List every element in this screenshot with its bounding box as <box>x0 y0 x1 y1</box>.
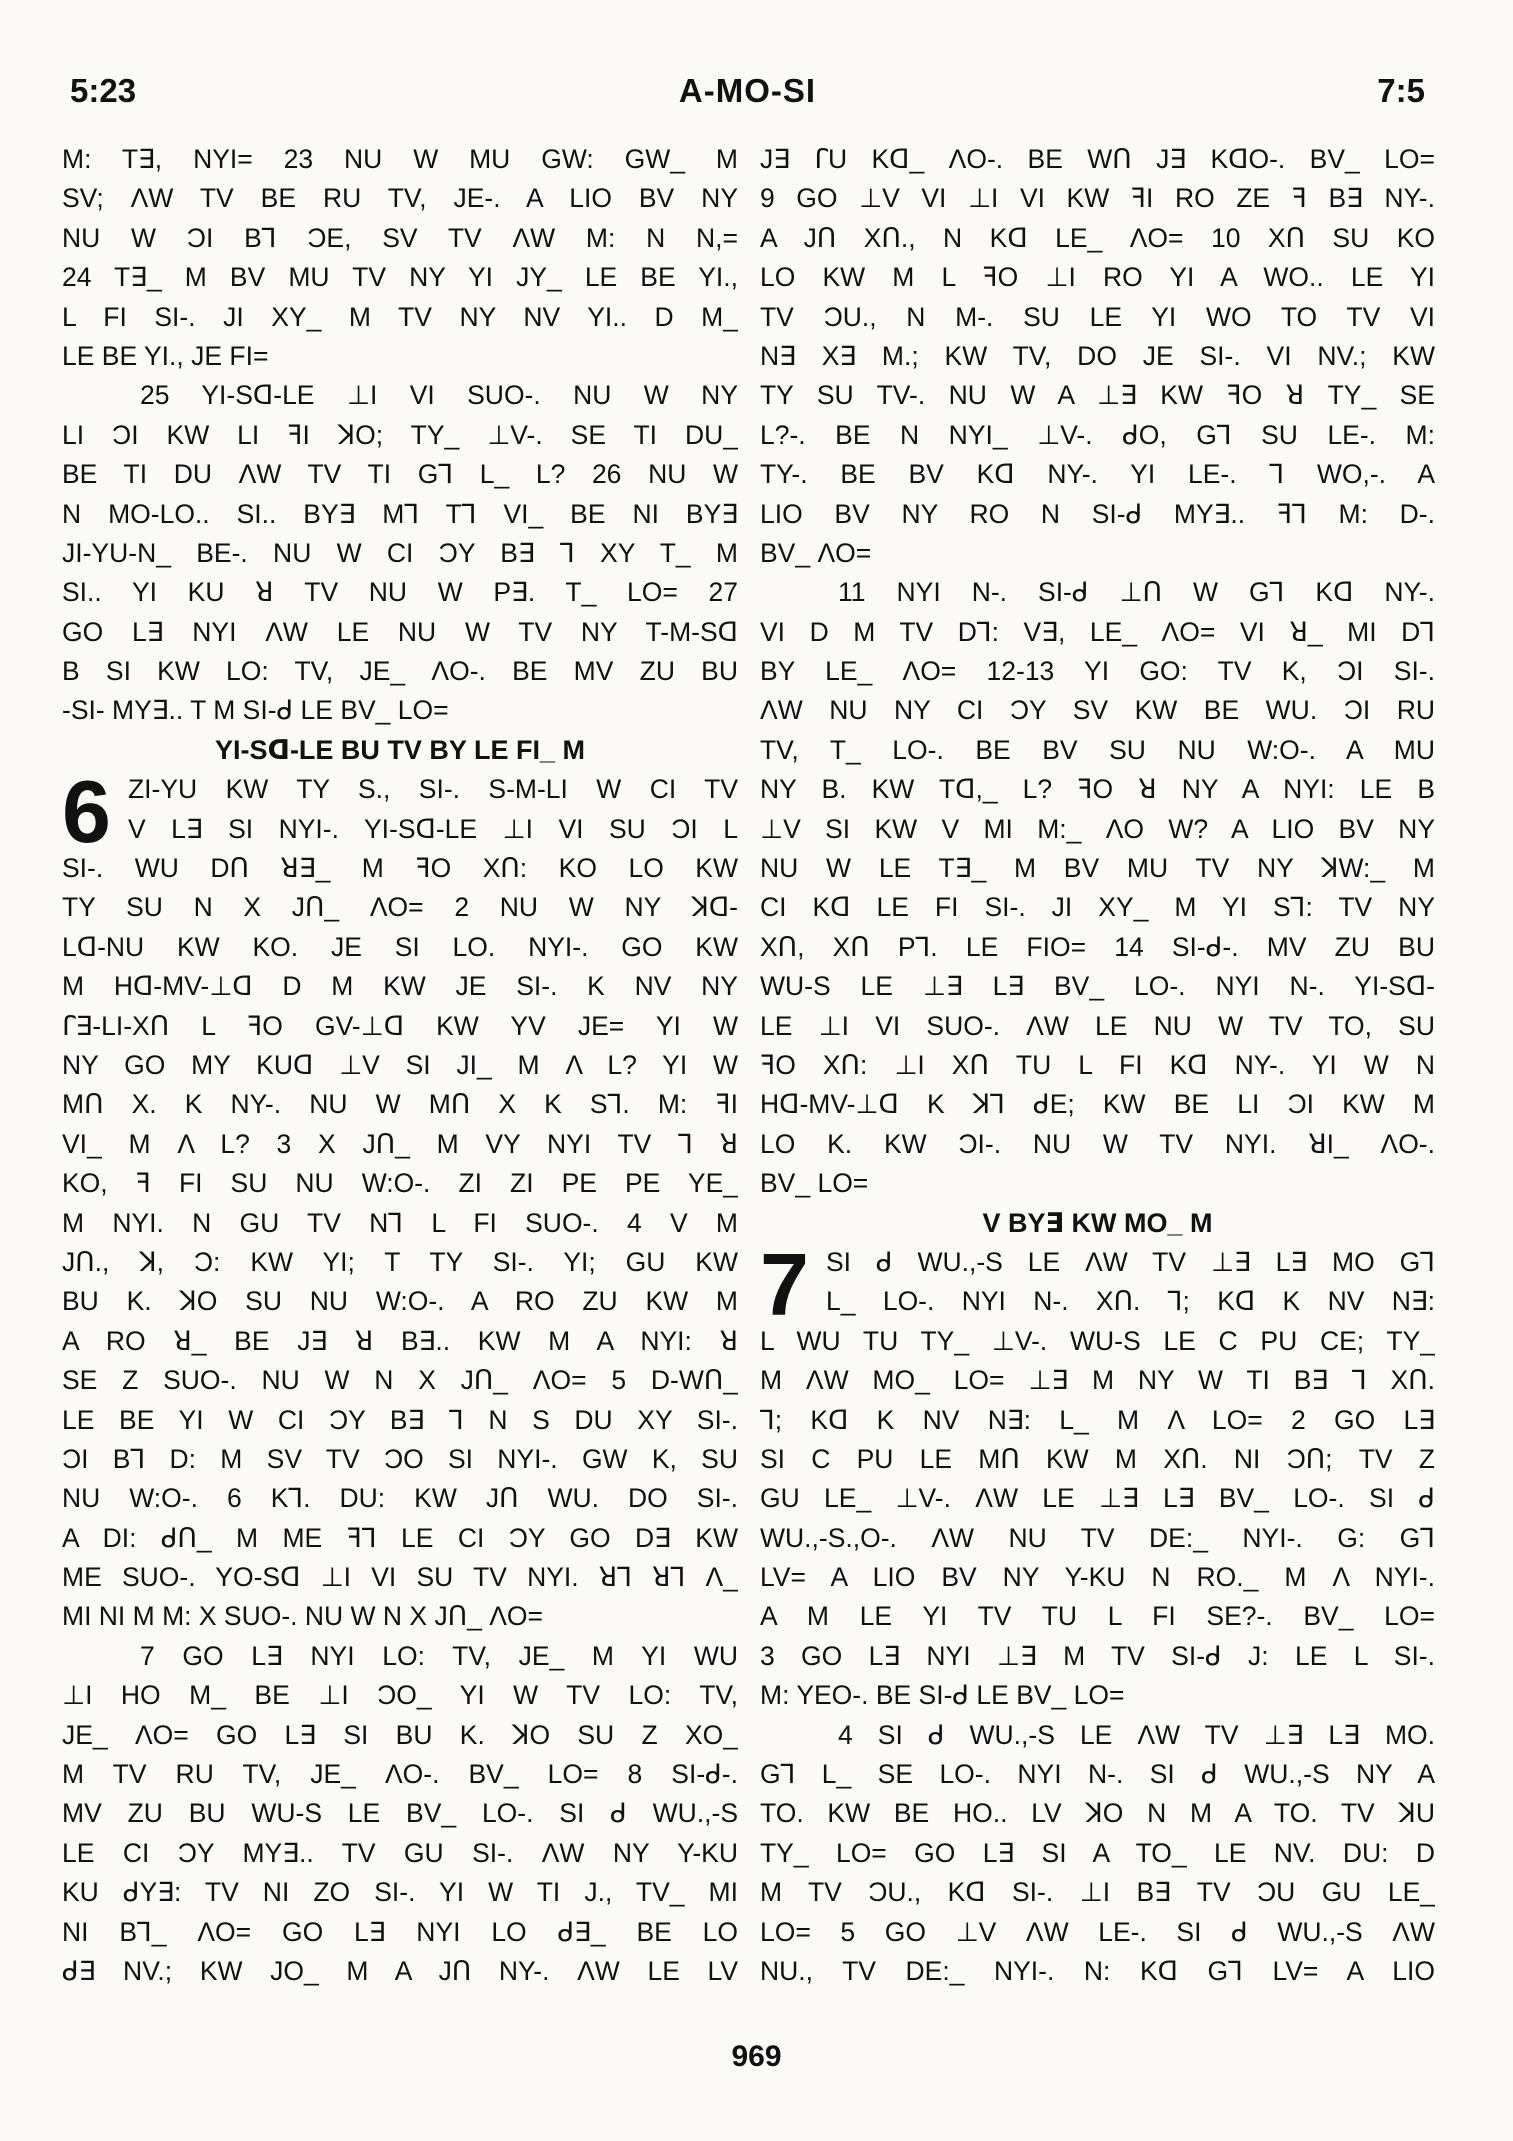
text-line: NU W:O-. 6 K⅂. DU: KW Jꓵ WU. DO SI-. <box>62 1483 738 1514</box>
text-line: ⊥I HO M_ BE ⊥I ƆO_ YI W TV LO: TV, <box>62 1680 738 1711</box>
text-line: A RO ꓤ_ BE J∃ ꓤ B∃.. KW M A NYI: ꓤ <box>62 1325 738 1356</box>
text-line: TY_ LO= GO L∃ SI A TO_ LE NV. DU: D <box>760 1837 1435 1868</box>
text-line: 3 GO L∃ NYI ⊥∃ M TV SI-ᑯ J: LE L SI-. <box>760 1640 1435 1671</box>
text-line: LV= A LIO BV NY Y-KU N RO._ M Λ NYI-. <box>760 1562 1435 1593</box>
text-line: NU W LE T∃_ M BV MU TV NY ꓘW:_ M <box>760 853 1435 884</box>
text-line: LIO BV NY RO N SI-ᑯ MY∃.. ꟻ⅂ M: D-. <box>760 498 1435 529</box>
text-line: TY-. BE BV Kꓷ NY-. YI LE-. ⅂ WO,-. A <box>760 459 1435 490</box>
text-line: MV ZU BU WU-S LE BV_ LO-. SI ᑯ WU.,-S <box>62 1798 738 1829</box>
text-line: V L∃ SI NYI-. YI-Sꓷ-LE ⊥I VI SU ƆI L <box>128 813 738 844</box>
text-line: CI Kꓷ LE FI SI-. JI XY_ M YI S⅂: TV NY <box>760 892 1435 923</box>
text-line: TY SU TV-. NU W A ⊥∃ KW ꟻO ꓤ TY_ SE <box>760 380 1435 411</box>
text-line: Hꓷ-MV-⊥ꓷ K ꓘ⅂ ᑯE; KW BE LI ƆI KW M <box>760 1089 1435 1120</box>
text-line: TY SU N X Jꓵ_ ΛO= 2 NU W NY ꓘꓷ- <box>62 892 738 923</box>
text-line: GO L∃ NYI ΛW LE NU W TV NY T-M-Sꓷ <box>62 616 738 647</box>
text-line: ME SUO-. YO-Sꓷ ⊥I VI SU TV NYI. ꓤ⅂ ꓤ⅂ Λ_ <box>62 1562 738 1593</box>
text-line: NY GO MY KUꓷ ⊥V SI JI_ M Λ L? YI W <box>62 1049 738 1080</box>
text-line: BV_ ΛO= <box>760 537 872 568</box>
text-line: L?-. BE N NYI_ ⊥V-. ᑯO, G⅂ SU LE-. M: <box>760 419 1435 450</box>
text-line: 11 NYI N-. SI-ᑯ ⊥ꓵ W G⅂ Kꓷ NY-. <box>838 577 1435 608</box>
text-line: SV; ΛW TV BE RU TV, JE-. A LIO BV NY <box>62 183 738 214</box>
paragraph <box>760 1716 1435 1992</box>
text-line: ᑯ∃ NV.; KW JO_ M A Jꓵ NY-. ΛW LE LV <box>62 1955 738 1986</box>
chapter-number: 6 <box>62 762 111 862</box>
text-line: M: T∃, NYI= 23 NU W MU GW: GW_ M <box>62 144 738 174</box>
chapter-number: 7 <box>760 1234 809 1334</box>
section-title: YI-Sꓷ-LE BU TV BY LE FI_ M <box>215 734 585 765</box>
text-line: GU LE_ ⊥V-. ΛW LE ⊥∃ L∃ BV_ LO-. SI ᑯ <box>760 1483 1435 1514</box>
page-header <box>70 72 1425 122</box>
text-line: SI.. YI KU ꓤ TV NU W P∃. T_ LO= 27 <box>62 577 738 608</box>
text-line: LO KW M L ꟻO ⊥I RO YI A WO.. LE YI <box>760 262 1435 293</box>
text-line: NY B. KW Tꓷ,_ L? ꟻO ꓤ NY A NYI: LE B <box>760 774 1435 805</box>
text-line: JI-YU-N_ BE-. NU W CI ƆY B∃ ⅂ XY T_ M <box>62 537 738 568</box>
text-line: LE CI ƆY MY∃.. TV GU SI-. ΛW NY Y-KU <box>62 1837 738 1868</box>
text-line: ⊥V SI KW V MI M:_ ΛO W? A LIO BV NY <box>760 813 1435 844</box>
text-line: L WU TU TY_ ⊥V-. WU-S LE C PU CE; TY_ <box>760 1325 1435 1356</box>
text-line: BV_ LO= <box>760 1168 869 1199</box>
text-line: Mꓵ X. K NY-. NU W Mꓵ X K S⅂. M: ꟻI <box>62 1089 738 1120</box>
text-line: ZI-YU KW TY S., SI-. S-M-LI W CI TV <box>128 774 738 805</box>
text-line: L_ LO-. NYI N-. Xꓵ. ⅂; Kꓷ K NV N∃: <box>826 1286 1435 1317</box>
text-line: LE BE YI W CI ƆY B∃ ⅂ N S DU XY SI-. <box>62 1404 738 1435</box>
text-line: WU-S LE ⊥∃ L∃ BV_ LO-. NYI N-. YI-Sꓷ- <box>760 971 1435 1002</box>
text-line: MI NI M M: X SUO-. NU W N X Jꓵ_ ΛO= <box>62 1601 543 1632</box>
text-line: ΛW NU NY CI ƆY SV KW BE WU. ƆI RU <box>760 695 1435 726</box>
text-line: BU K. ꓘO SU NU W:O-. A RO ZU KW M <box>62 1286 738 1317</box>
text-line: VI D M TV D⅂: V∃, LE_ ΛO= VI ꓤ_ MI D⅂ <box>760 616 1435 647</box>
text-line: LE BE YI., JE FI= <box>62 340 269 371</box>
text-line: Jꓵ., ꓘ, Ɔ: KW YI; T TY SI-. YI; GU KW <box>62 1246 738 1277</box>
text-line: WU.,-S.,O-. ΛW NU TV DE:_ NYI-. G: G⅂ <box>760 1522 1435 1553</box>
text-line: A Jꓵ Xꓵ., N Kꓷ LE_ ΛO= 10 Xꓵ SU KO <box>760 222 1435 253</box>
paragraph <box>62 140 738 376</box>
chapter-start <box>62 762 738 862</box>
text-line: NI B⅂_ ΛO= GO L∃ NYI LO ᑯ∃_ BE LO <box>62 1916 738 1947</box>
paragraph <box>760 140 1435 573</box>
text-line: TV, T_ LO-. BE BV SU NU W:O-. A MU <box>760 734 1435 765</box>
chapter-verse-end: 7:5 <box>1377 72 1425 109</box>
text-line: SE Z SUO-. NU W N X Jꓵ_ ΛO= 5 D-Wꓵ_ <box>62 1365 738 1396</box>
paragraph <box>760 573 1435 1203</box>
text-line: KU ᑯY∃: TV NI ZO SI-. YI W TI J., TV_ MI <box>62 1877 738 1908</box>
paragraph <box>62 376 738 731</box>
text-line: A M LE YI TV TU L FI SE?-. BV_ LO= <box>760 1601 1435 1632</box>
left-column <box>62 140 738 1991</box>
text-line: LE ⊥I VI SUO-. ΛW LE NU W TV TO, SU <box>760 1010 1435 1041</box>
text-line: B SI KW LO: TV, JE_ ΛO-. BE MV ZU BU <box>62 656 738 687</box>
text-line: 25 YI-Sꓷ-LE ⊥I VI SUO-. NU W NY <box>140 380 738 411</box>
text-line: M ΛW MO_ LO= ⊥∃ M NY W TI B∃ ⅂ Xꓵ. <box>760 1365 1435 1396</box>
chapter-lines <box>62 762 738 862</box>
text-line: KO, ꟻ FI SU NU W:O-. ZI ZI PE PE YE_ <box>62 1168 738 1199</box>
text-line: A DI: ᑯꓵ_ M ME ꟻ⅂ LE CI ƆY GO D∃ KW <box>62 1522 738 1553</box>
text-line: SI ᑯ WU.,-S LE ΛW TV ⊥∃ L∃ MO G⅂ <box>826 1246 1435 1277</box>
text-line: ꓩ∃-LI-Xꓵ L ꟻO GV-⊥ꓷ KW YV JE= YI W <box>62 1010 738 1041</box>
right-column <box>760 140 1435 1991</box>
text-line: 9 GO ⊥V VI ⊥I VI KW ꟻI RO ZE ꟻ B∃ NY-. <box>760 183 1435 214</box>
text-line: BY LE_ ΛO= 12-13 YI GO: TV K, ƆI SI-. <box>760 656 1435 687</box>
text-line: L FI SI-. JI XY_ M TV NY NV YI.. D M_ <box>62 301 738 332</box>
book-title: A-MO-SI <box>678 72 817 109</box>
text-line: VI_ M Λ L? 3 X Jꓵ_ M VY NYI TV ⅂ ꓤ <box>62 1128 738 1159</box>
text-line: SI-. WU Dꓵ ꓤ∃_ M ꟻO Xꓵ: KO LO KW <box>62 853 738 884</box>
text-line: M: YEO-. BE SI-ᑯ LE BV_ LO= <box>760 1680 1125 1711</box>
chapter-lines <box>760 1234 1435 1334</box>
text-line: BE TI DU ΛW TV TI G⅂ L_ L? 26 NU W <box>62 459 738 490</box>
paragraph <box>760 1322 1435 1716</box>
text-line: LI ƆI KW LI ꟻI ꓘO; TY_ ⊥V-. SE TI DU_ <box>62 419 738 450</box>
text-line: JE_ ΛO= GO L∃ SI BU K. ꓘO SU Z XO_ <box>62 1719 738 1750</box>
text-line: M TV ƆU., Kꓷ SI-. ⊥I B∃ TV ƆU GU LE_ <box>760 1877 1435 1908</box>
text-line: ⅂; Kꓷ K NV N∃: L_ M Λ LO= 2 GO L∃ <box>760 1404 1435 1435</box>
chapter-verse-start: 5:23 <box>70 72 137 109</box>
text-line: 7 GO L∃ NYI LO: TV, JE_ M YI WU <box>140 1640 738 1671</box>
text-line: LO= 5 GO ⊥V ΛW LE-. SI ᑯ WU.,-S ΛW <box>760 1916 1435 1947</box>
text-line: N∃ X∃ M.; KW TV, DO JE SI-. VI NV.; KW <box>760 340 1435 371</box>
text-line: 24 T∃_ M BV MU TV NY YI JY_ LE BE YI., <box>62 262 738 293</box>
text-line: N MO-LO.. SI.. BY∃ M⅂ T⅂ VI_ BE NI BY∃ <box>62 498 738 529</box>
text-line: Lꓷ-NU KW KO. JE SI LO. NYI-. GO KW <box>62 931 738 962</box>
text-line: J∃ ꓩU Kꓷ_ ΛO-. BE Wꓵ J∃ KꓷO-. BV_ LO= <box>760 144 1435 174</box>
text-line: Xꓵ, Xꓵ P⅂. LE FIO= 14 SI-ᑯ-. MV ZU BU <box>760 931 1435 962</box>
text-line: NU., TV DE:_ NYI-. N: Kꓷ G⅂ LV= A LIO <box>760 1955 1435 1986</box>
page-number: 969 <box>731 2040 782 2073</box>
text-line: SI C PU LE Mꓵ KW M Xꓵ. NI Ɔꓵ; TV Z <box>760 1443 1435 1474</box>
text-line: G⅂ L_ SE LO-. NYI N-. SI ᑯ WU.,-S NY A <box>760 1759 1435 1790</box>
text-line: M Hꓷ-MV-⊥ꓷ D M KW JE SI-. K NV NY <box>62 971 738 1002</box>
text-line: 4 SI ᑯ WU.,-S LE ΛW TV ⊥∃ L∃ MO. <box>838 1719 1435 1750</box>
section-title: V BY∃ KW MO_ M <box>982 1207 1213 1238</box>
text-line: M NYI. N GU TV N⅂ L FI SUO-. 4 V M <box>62 1207 738 1238</box>
text-line: TV ƆU., N M-. SU LE YI WO TO TV VI <box>760 301 1435 332</box>
text-line: M TV RU TV, JE_ ΛO-. BV_ LO= 8 SI-ᑯ-. <box>62 1759 738 1790</box>
text-line: ꟻO Xꓵ: ⊥I Xꓵ TU L FI Kꓷ NY-. YI W N <box>760 1049 1435 1080</box>
paragraph <box>62 849 738 1637</box>
text-line: TO. KW BE HO.. LV ꓘO N M A TO. TV ꓘU <box>760 1798 1435 1829</box>
text-line: NU W ƆI B⅂ ƆE, SV TV ΛW M: N N,= <box>62 222 738 253</box>
text-line: ƆI B⅂ D: M SV TV ƆO SI NYI-. GW K, SU <box>62 1443 738 1474</box>
paragraph <box>62 1637 738 1992</box>
text-line: LO K. KW ƆI-. NU W TV NYI. ꓤI_ ΛO-. <box>760 1128 1435 1159</box>
chapter-start <box>760 1234 1435 1334</box>
text-line: -SI- MY∃.. T M SI-ᑯ LE BV_ LO= <box>62 695 449 726</box>
